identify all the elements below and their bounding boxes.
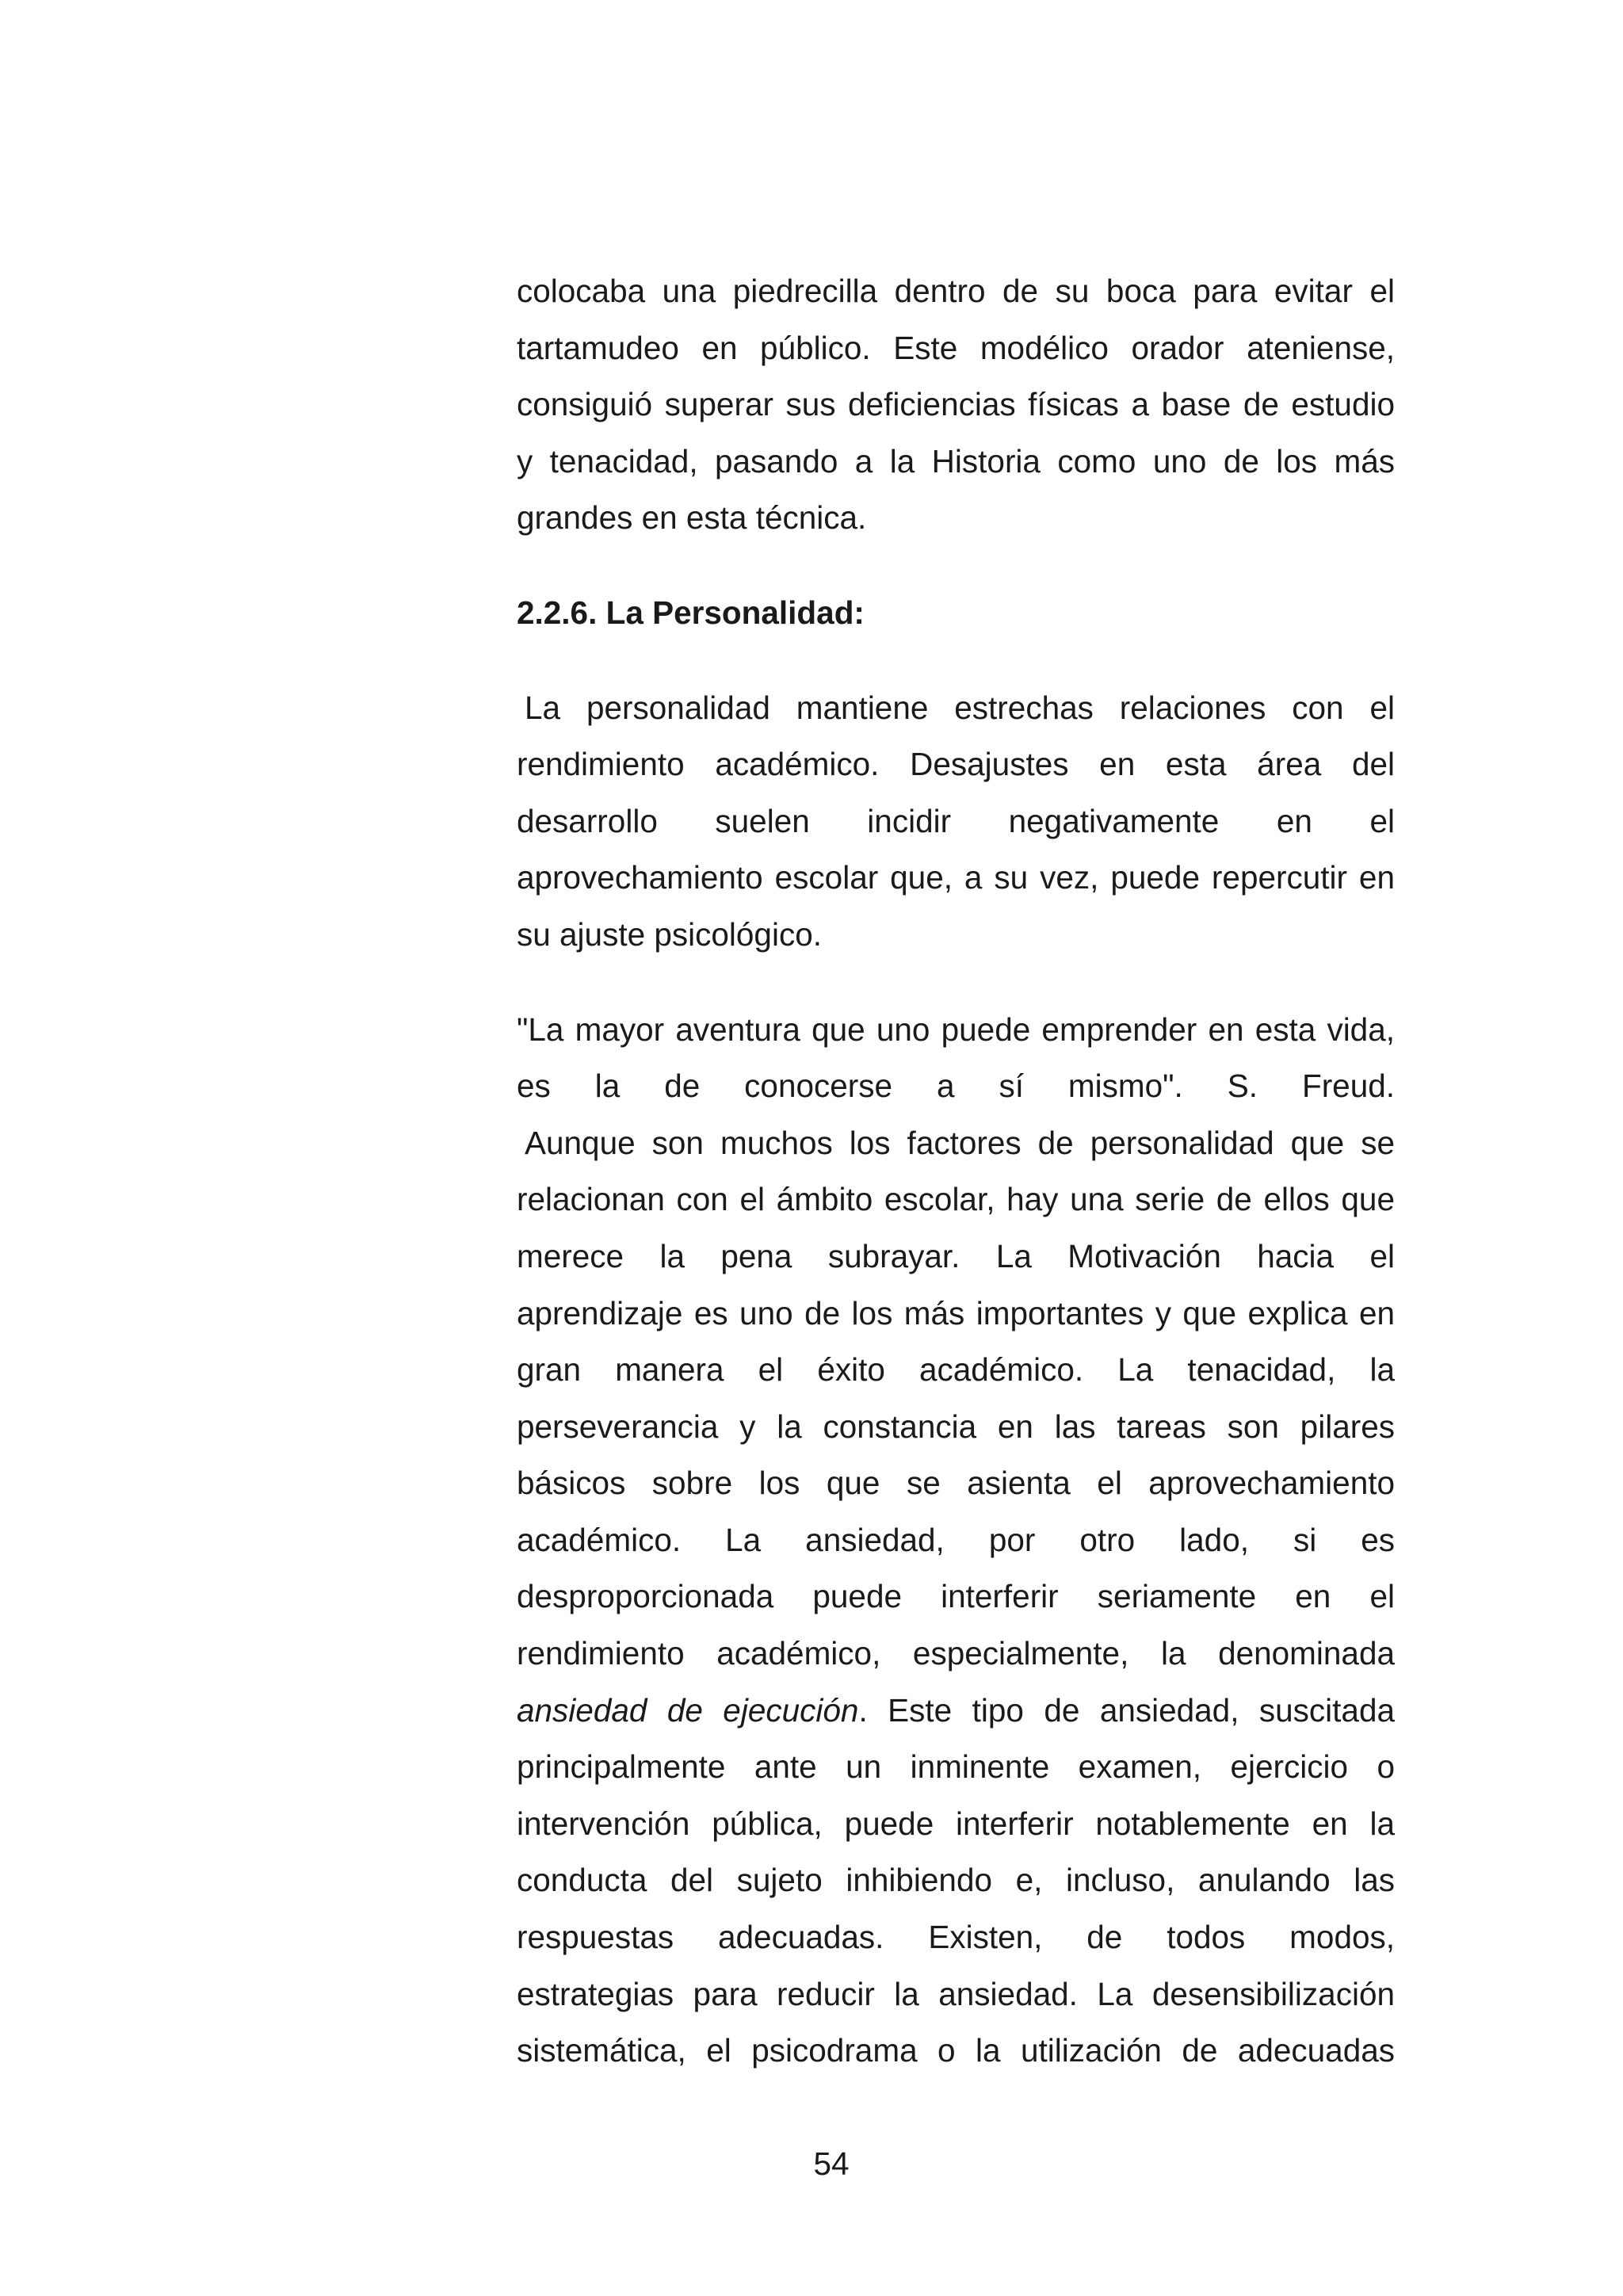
text-line: desarrollo suelen incidir negativamente en el — [517, 802, 1395, 839]
text-span: . Este tipo de ansiedad, suscitada — [858, 1691, 1395, 1729]
section-heading: 2.2.6. La Personalidad: — [517, 594, 865, 631]
text-line: grandes en esta técnica. — [517, 499, 867, 537]
text-line: aprovechamiento escolar que, a su vez, puede repercutir en — [517, 859, 1395, 896]
italic-term: ansiedad de ejecución — [517, 1691, 859, 1729]
text-line: conducta del sujeto inhibiendo e, incluso, anulando las — [517, 1862, 1395, 1899]
text-line: rendimiento académico, especialmente, la denominada — [517, 1635, 1395, 1672]
paragraph-intro — [517, 263, 1395, 547]
paragraph-personality — [517, 680, 1395, 964]
text-line: su ajuste psicológico. — [517, 915, 822, 953]
text-line: colocaba una piedrecilla dentro de su boca para evitar el — [517, 273, 1395, 309]
text-line: respuestas adecuadas. Existen, de todos modos, — [517, 1919, 1395, 1956]
text-line: consiguió superar sus deficiencias físicas a base de estudio — [517, 386, 1395, 423]
text-line: es la de conocerse a sí mismo". S. Freud. — [517, 1068, 1395, 1105]
page-number: 54 — [813, 2145, 850, 2182]
text-line: "La mayor aventura que uno puede emprender en esta vida, — [517, 1010, 1395, 1048]
text-line: Aunque son muchos los factores de personalidad que se — [525, 1124, 1395, 1161]
text-line: básicos sobre los que se asienta el aprovechamiento — [517, 1465, 1395, 1502]
paragraph-freud-quote — [517, 1002, 1395, 2080]
text-line: estrategias para reducir la ansiedad. La desensibilización — [517, 1975, 1395, 2012]
text-line: rendimiento académico. Desajustes en esta área del — [517, 746, 1395, 783]
text-line: y tenacidad, pasando a la Historia como uno de los más — [517, 442, 1395, 479]
text-line: relacionan con el ámbito escolar, hay una serie de ellos que — [517, 1181, 1395, 1218]
text-line: perseverancia y la constancia en las tareas son pilares — [517, 1408, 1395, 1445]
text-line: merece la pena subrayar. La Motivación hacia el — [517, 1237, 1395, 1274]
document-page — [517, 263, 1395, 2080]
text-line: académico. La ansiedad, por otro lado, si es — [517, 1521, 1395, 1558]
text-line: aprendizaje es uno de los más importantes y que explica en — [517, 1294, 1395, 1331]
text-line: principalmente ante un inminente examen, ejercicio o — [517, 1748, 1395, 1786]
text-line: sistemática, el psicodrama o la utilización de adecuadas — [517, 2032, 1395, 2069]
text-line: desproporcionada puede interferir seriamente en el — [517, 1578, 1395, 1615]
text-line: gran manera el éxito académico. La tenacidad, la — [517, 1351, 1395, 1389]
text-line: La personalidad mantiene estrechas relaciones con el — [525, 689, 1395, 726]
text-line-mixed — [517, 1683, 1395, 1740]
text-line: intervención pública, puede interferir notablemente en la — [517, 1805, 1395, 1842]
text-line: tartamudeo en público. Este modélico orador ateniense, — [517, 329, 1395, 366]
